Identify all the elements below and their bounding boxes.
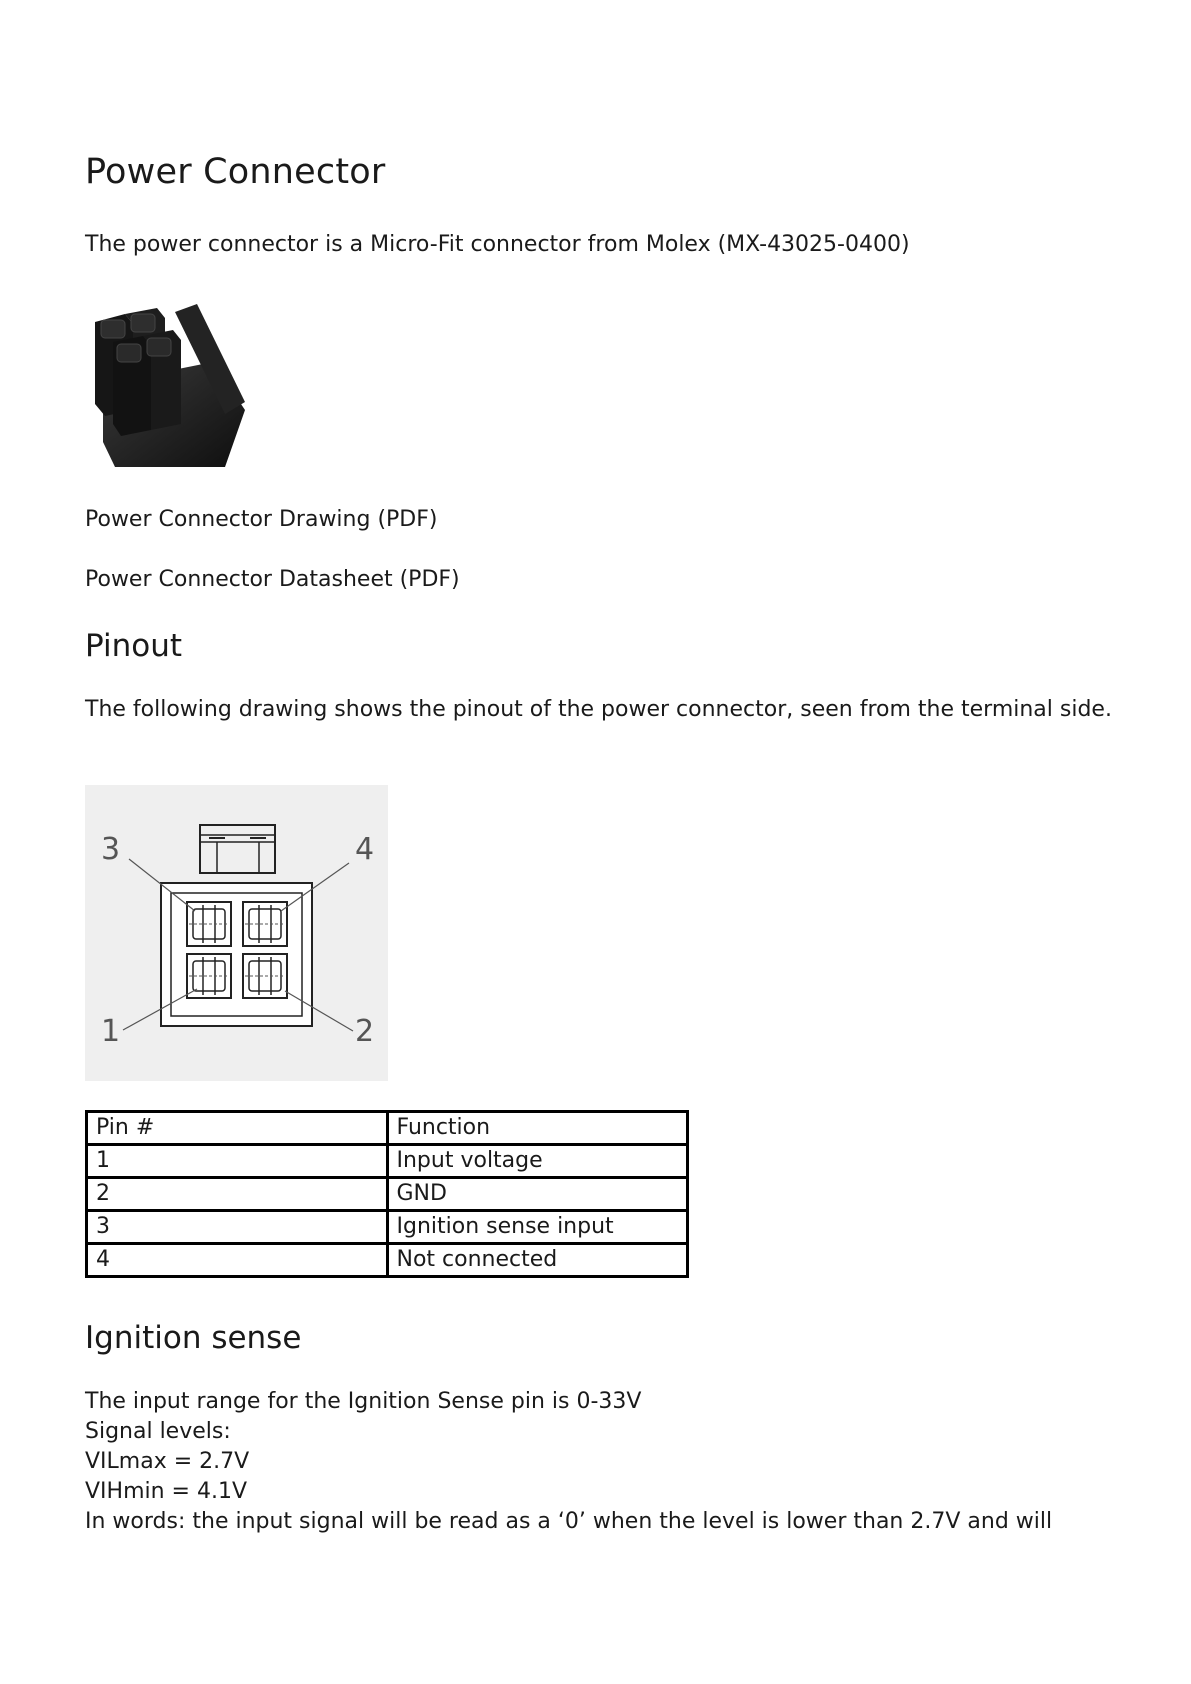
pinout-heading: Pinout — [85, 628, 183, 664]
vil-max: VILmax = 2.7V — [85, 1449, 250, 1474]
table-row — [87, 1244, 688, 1277]
pin-number: 4 — [87, 1244, 388, 1277]
pin-function: Input voltage — [387, 1145, 688, 1178]
pin-number: 3 — [87, 1211, 388, 1244]
table-row — [87, 1211, 688, 1244]
pinout-description: The following drawing shows the pinout of the power connector, seen from the terminal side. — [85, 697, 1112, 722]
table-row — [87, 1145, 688, 1178]
header-pin: Pin # — [87, 1112, 388, 1145]
ignition-heading: Ignition sense — [85, 1320, 302, 1356]
vih-min: VIHmin = 4.1V — [85, 1479, 248, 1504]
pin-label-2: 2 — [355, 1014, 375, 1049]
drawing-pdf-link[interactable]: Power Connector Drawing (PDF) — [85, 507, 438, 532]
table-row — [87, 1178, 688, 1211]
pin-number: 2 — [87, 1178, 388, 1211]
signal-levels-label: Signal levels: — [85, 1419, 231, 1444]
header-function: Function — [387, 1112, 688, 1145]
pin-label-4: 4 — [355, 832, 375, 867]
pin-function: Ignition sense input — [387, 1211, 688, 1244]
ignition-range: The input range for the Ignition Sense pin is 0-33V — [85, 1389, 642, 1414]
datasheet-pdf-link[interactable]: Power Connector Datasheet (PDF) — [85, 567, 460, 592]
pin-label-3: 3 — [101, 832, 121, 867]
ignition-explanation: In words: the input signal will be read as a ‘0’ when the level is lower than 2.7V and will — [85, 1509, 1053, 1534]
table-header-row — [87, 1112, 688, 1145]
intro-text: The power connector is a Micro-Fit connector from Molex (MX-43025-0400) — [85, 232, 910, 257]
pinout-drawing — [85, 785, 388, 1081]
pin-function: GND — [387, 1178, 688, 1211]
pin-label-1: 1 — [101, 1014, 121, 1049]
page-title: Power Connector — [85, 152, 386, 192]
pin-function-table — [85, 1110, 689, 1278]
pin-number: 1 — [87, 1145, 388, 1178]
pin-function: Not connected — [387, 1244, 688, 1277]
connector-photo — [85, 292, 247, 472]
